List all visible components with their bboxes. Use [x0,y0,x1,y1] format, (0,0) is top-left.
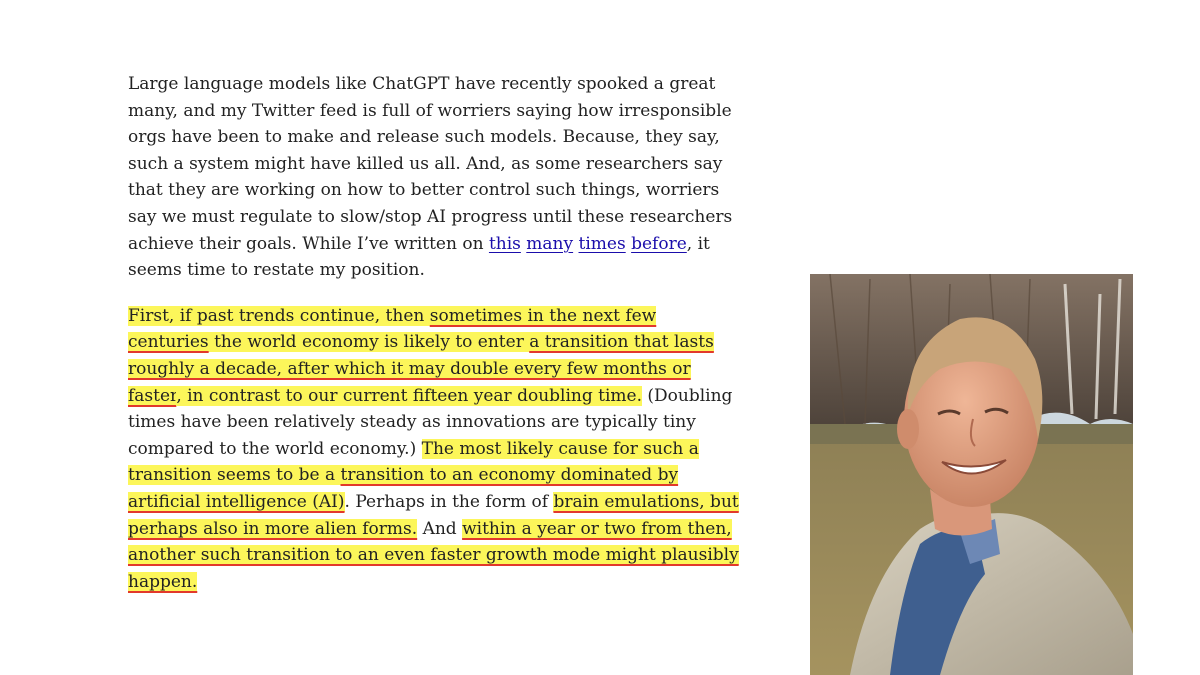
highlight-segment: The most likely cause for such a transition seems to be a [128,438,699,486]
underlined-highlight: brain emulations, but perhaps also in more alien forms. [128,491,739,539]
link-this[interactable]: this [488,233,521,254]
author-photo [810,274,1133,675]
plain-segment: (Doubling times have been relatively steady as innovations are typically tiny compared to the world economy.) [128,385,733,459]
highlight-segment: First, if past trends continue, then [128,305,430,326]
highlight-segment: the world economy is likely to enter [208,332,530,353]
paragraph-highlighted [128,303,740,596]
link-many[interactable]: many [526,233,574,254]
intro-text-end: , it seems time to restate my position. [128,233,710,281]
article-body [128,71,740,614]
link-before[interactable]: before [631,233,687,254]
link-times[interactable]: times [578,233,626,254]
underlined-highlight: sometimes in the next few centuries [128,305,657,353]
author-portrait-photo [810,274,1133,675]
intro-text: Large language models like ChatGPT have recently spooked a great many, and my Twitter feed is full of worriers saying how irresponsible orgs have been to make and release such models. Because, they say, such a system might have killed us all. And, as some researchers say that they are working on how to better control such things, worriers say we must regulate to slow/stop AI progress until these researchers achieve their goals. While I’ve written on [128,74,733,254]
underlined-highlight: within a year or two from then, another such transition to an even faster growth mode might plausibly happen. [128,518,739,592]
paragraph-intro [128,71,740,284]
highlight-segment: , in contrast to our current fifteen year doubling time. [176,385,642,406]
underlined-highlight: a transition that lasts roughly a decade, after which it may double every few months or faster [128,332,714,406]
plain-segment: And [417,518,463,539]
plain-segment: . Perhaps in the form of [344,491,554,512]
underlined-highlight: transition to an economy dominated by artificial intelligence (AI) [128,465,679,512]
